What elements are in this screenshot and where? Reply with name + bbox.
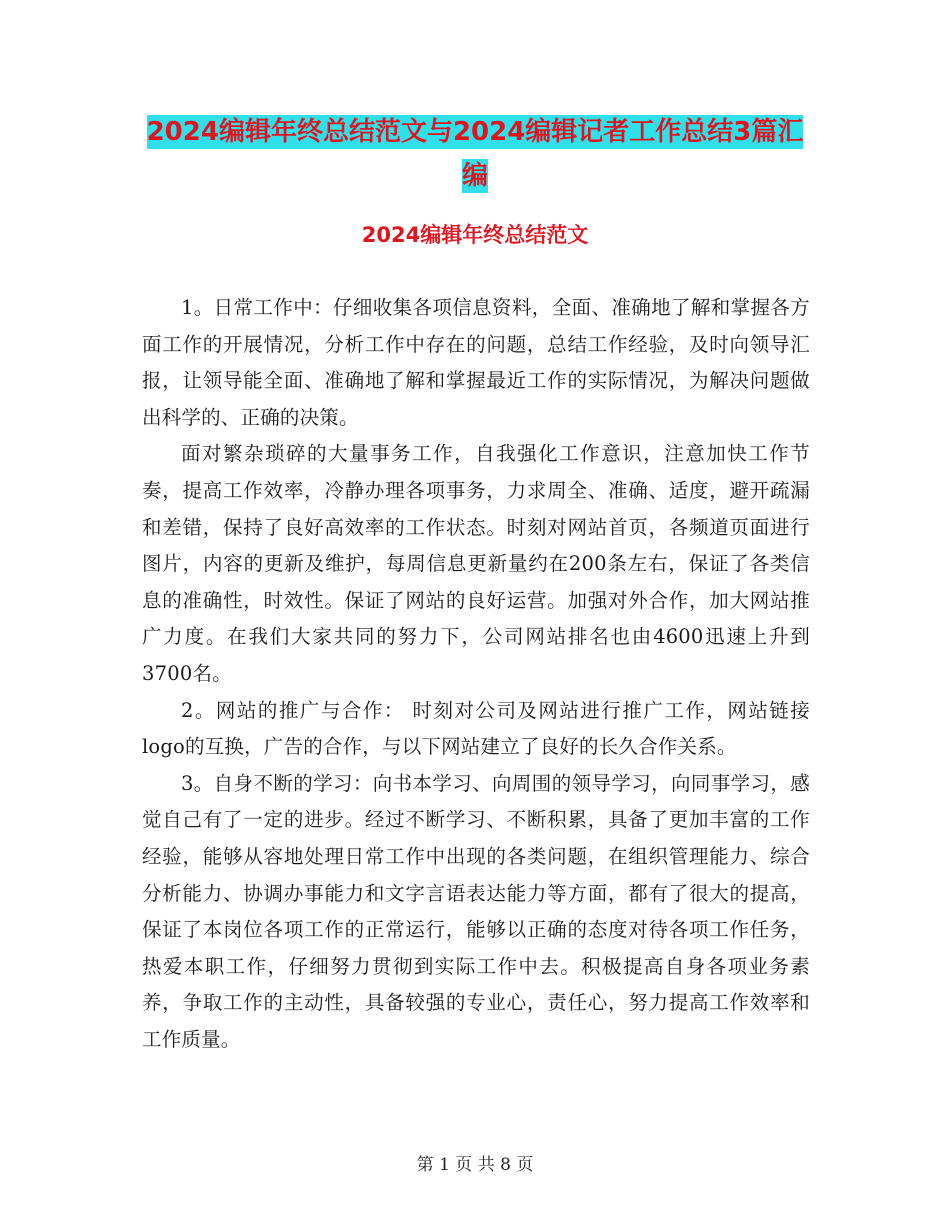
paragraph-3: 2。网站的推广与合作： 时刻对公司及网站进行推广工作，网站链接logo的互换，广告的合作，与以下网站建立了良好的长久合作关系。 xyxy=(142,698,810,759)
document-body xyxy=(142,290,810,1058)
document-title-text: 2024编辑年终总结范文与2024编辑记者工作总结3篇汇编 xyxy=(146,117,804,191)
section-title: 2024编辑年终总结范文 xyxy=(361,223,589,247)
paragraph-1: 1。日常工作中：仔细收集各项信息资料，全面、准确地了解和掌握各方面工作的开展情况，分析工作中存在的问题，总结工作经验，及时向领导汇报，让领导能全面、准确地了解和掌握最近工作的实际情况，为解决问题做出科学的、正确的决策。 xyxy=(142,296,810,429)
document-title xyxy=(140,110,810,198)
page-footer: 第 1 页 共 8 页 xyxy=(416,1155,534,1175)
paragraph-2: 面对繁杂琐碎的大量事务工作，自我强化工作意识，注意加快工作节奏，提高工作效率，冷静办理各项事务，力求周全、准确、适度，避开疏漏和差错，保持了良好高效率的工作状态。时刻对网站首页，各频道页面进行图片，内容的更新及维护，每周信息更新量约在200条左右，保证了各类信息的准确性，时效性。保证了网站的良好运营。加强对外合作，加大网站推广力度。在我们大家共同的努力下，公司网站排名也由4600迅速上升到3700名。 xyxy=(142,442,810,685)
paragraph-4: 3。自身不断的学习：向书本学习、向周围的领导学习，向同事学习，感觉自己有了一定的进步。经过不断学习、不断积累，具备了更加丰富的工作经验，能够从容地处理日常工作中出现的各类问题，在组织管理能力、综合分析能力、协调办事能力和文字言语表达能力等方面，都有了很大的提高，保证了本岗位各项工作的正常运行，能够以正确的态度对待各项工作任务，热爱本职工作，仔细努力贯彻到实际工作中去。积极提高自身各项业务素养，争取工作的主动性，具备较强的专业心，责任心，努力提高工作效率和工作质量。 xyxy=(142,771,810,1051)
